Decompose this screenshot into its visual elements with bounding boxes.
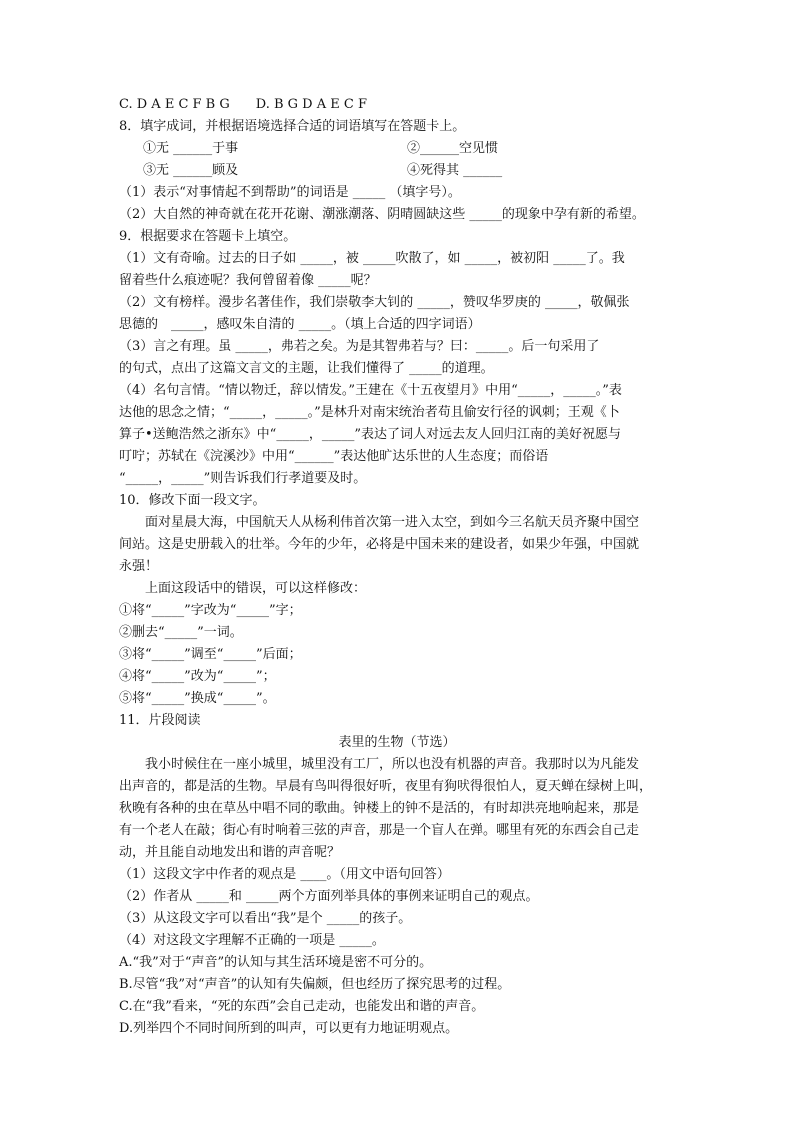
q9-heading: 9．根据要求在答题卡上填空。 xyxy=(119,229,297,244)
q8-options-row1 xyxy=(119,138,675,160)
q11-passage-title: 表里的生物（节选） xyxy=(338,735,456,750)
q11-option-d: D.列举四个不同时间所到的叫声，可以更有力地证明观点。 xyxy=(119,1021,459,1036)
q10-intro: 上面这段话中的错误，可以这样修改： xyxy=(145,581,367,596)
q11-sub4: （4）对这段文字理解不正确的一项是 _____。 xyxy=(119,933,385,948)
q11-passage-line4: 有一个老人在敲；街心有时响着三弦的声音，那是一个盲人在弹。哪里有死的东西会自己走 xyxy=(119,823,640,838)
q10-fix4: ④将“_____”改为“_____”； xyxy=(119,669,276,684)
q9-part4-line5: “_____，_____”则告诉我们行孝道要及时。 xyxy=(119,471,367,486)
q10-passage-line1: 面对星晨大海，中国航天人从杨利伟首次第一进入太空，到如今三名航天员齐聚中国空 xyxy=(145,515,640,530)
q8-option-2: ②______空见惯 xyxy=(407,141,499,156)
q10-fix1: ①将“_____”字改为“_____”字； xyxy=(119,603,302,618)
q9-part1-line2: 留着些什么痕迹呢？我何曾留着像 _____呢？ xyxy=(119,273,377,288)
q11-heading: 11．片段阅读 xyxy=(119,713,201,728)
q8-options-row2 xyxy=(119,160,675,182)
q11-sub3: （3）从这段文字可以看出“我”是个 _____的孩子。 xyxy=(119,911,412,926)
q9-part1-line1: （1）文有奇喻。过去的日子如 _____，被 _____吹散了，如 _____，被初阳 _____了。我 xyxy=(119,251,625,266)
q10-fix5: ⑤将“_____”换成“_____”。 xyxy=(119,691,276,706)
q11-option-a: A.“我”对于“声音”的认知与其生活环境是密不可分的。 xyxy=(119,955,433,970)
q9-part4-line2: 达他的思念之情；“_____，_____。”是林升对南宋统治者苟且偷安行径的讽刺；王观《卜 xyxy=(119,405,620,420)
q7-options-tail: C. D A E C F B G D. B G D A E C F xyxy=(119,97,367,112)
q11-option-c: C.在“我”看来，“死的东西”会自己走动，也能发出和谐的声音。 xyxy=(119,999,485,1014)
q8-heading: 8．填字成词，并根据语境选择合适的词语填写在答题卡上。 xyxy=(119,119,466,134)
q11-sub2: （2）作者从 _____和 _____两个方面列举具体的事例来证明自己的观点。 xyxy=(119,889,539,904)
q11-passage-line2: 出声音的，都是活的生物。早晨有鸟叫得很好听，夜里有狗吠得很怕人，夏天蝉在绿树上叫， xyxy=(119,779,653,794)
q10-fix3: ③将“_____”调至“_____”后面； xyxy=(119,647,302,662)
q11-passage-line5: 动，并且能自动地发出和谐的声音呢？ xyxy=(119,845,341,860)
q9-part4-line4: 叮咛；苏轼在《浣溪沙》中用“______”表达他旷达乐世的人生态度；而俗语 xyxy=(119,449,549,464)
q9-part2-line2: 思德的 _____，感叹朱自清的 _____。（填上合适的四字词语） xyxy=(119,317,481,332)
q8-option-4: ④死得其 ______ xyxy=(407,163,503,178)
q9-part4-line1: （4）名句言情。“情以物迁，辞以情发。”王建在《十五夜望月》中用“_____，_____。”表 xyxy=(119,383,622,398)
q9-part3-line2: 的句式，点出了这篇文言文的主题，让我们懂得了 _____的道理。 xyxy=(119,361,494,376)
q10-passage-line2: 间站。这是史册载入的壮举。今年的少年，必将是中国未来的建设者，如果少年强，中国就 xyxy=(119,537,640,552)
q9-part3-line1: （3）言之有理。虽 _____，弗若之矣。为是其智弗若与？曰：_____。后一句采用了 xyxy=(119,339,600,354)
q8-sub2: （2）大自然的神奇就在花开花谢、潮涨潮落、阴晴圆缺这些 _____的现象中孕有新的希望。 xyxy=(119,207,645,222)
q10-heading: 10．修改下面一段文字。 xyxy=(119,493,266,508)
q8-sub1: （1）表示“对事情起不到帮助”的词语是 _____ （填字号）。 xyxy=(119,185,461,200)
q9-part4-line3: 算子•送鲍浩然之浙东》中“_____，_____”表达了词人对远去友人回归江南的美好祝愿与 xyxy=(119,427,621,442)
q8-option-3: ③无 ______顾及 xyxy=(143,163,239,178)
q11-sub1: （1）这段文字中作者的观点是 ____。（用文中语句回答） xyxy=(119,867,450,882)
q11-option-b: B.尽管“我”对“声音”的认知有失偏颇，但也经历了探究思考的过程。 xyxy=(119,977,511,992)
q10-fix2: ②删去“_____”一词。 xyxy=(119,625,243,640)
q11-passage-line3: 秋晚有各种的虫在草丛中唱不同的歌曲。钟楼上的钟不是活的，有时却洪亮地响起来，那是 xyxy=(119,801,640,816)
q11-passage-line1: 我小时候住在一座小城里，城里没有工厂，所以也没有机器的声音。我那时以为凡能发 xyxy=(145,757,640,772)
q8-option-1: ①无 ______于事 xyxy=(143,141,239,156)
page-content xyxy=(119,94,675,1040)
q9-part2-line1: （2）文有榜样。漫步名著佳作，我们崇敬李大钊的 _____，赞叹华罗庚的 _____，敬佩张 xyxy=(119,295,630,310)
q10-passage-line3: 永强！ xyxy=(119,559,159,574)
